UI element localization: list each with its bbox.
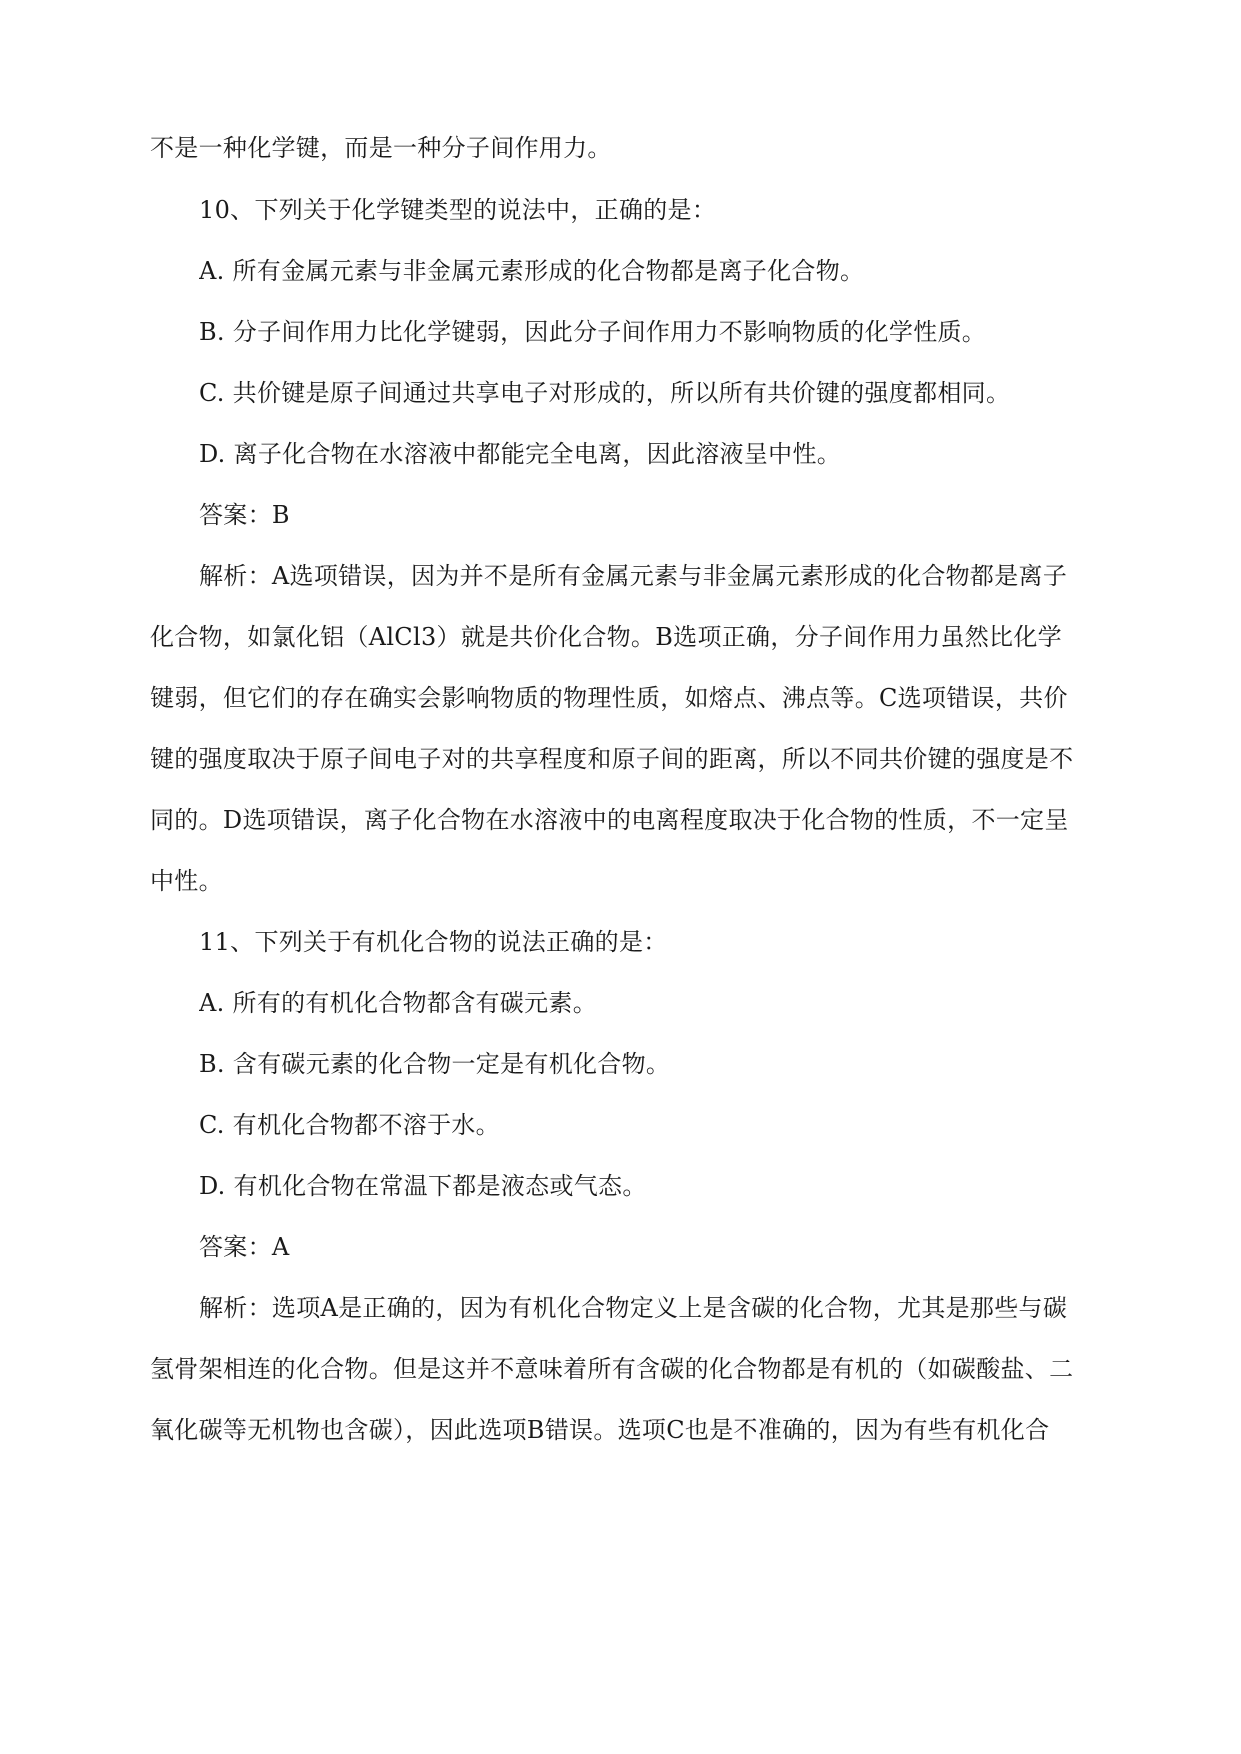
question-11-option-b: B. 含有碳元素的化合物一定是有机化合物。: [199, 1050, 671, 1078]
question-11-option-d: D. 有机化合物在常温下都是液态或气态。: [199, 1172, 647, 1200]
question-10-analysis-line: 中性。: [150, 867, 223, 895]
question-10-option-b: B. 分子间作用力比化学键弱，因此分子间作用力不影响物质的化学性质。: [199, 318, 987, 346]
question-10-analysis-line: 化合物，如氯化铝（AlCl3）就是共价化合物。B选项正确，分子间作用力虽然比化学: [150, 623, 1062, 651]
text-line: 不是一种化学键，而是一种分子间作用力。: [150, 134, 612, 162]
question-11-option-a: A. 所有的有机化合物都含有碳元素。: [199, 989, 597, 1017]
question-10-stem: 10、下列关于化学键类型的说法中，正确的是：: [199, 196, 717, 224]
question-10-analysis-line: 键的强度取决于原子间电子对的共享程度和原子间的距离，所以不同共价键的强度是不: [150, 745, 1074, 773]
question-11-option-c: C. 有机化合物都不溶于水。: [199, 1111, 500, 1139]
question-10-option-a: A. 所有金属元素与非金属元素形成的化合物都是离子化合物。: [199, 257, 865, 285]
question-10-answer: 答案：B: [199, 501, 290, 529]
question-11-answer: 答案：A: [199, 1233, 290, 1261]
question-10-option-d: D. 离子化合物在水溶液中都能完全电离，因此溶液呈中性。: [199, 440, 842, 468]
question-10-analysis: 解析：A选项错误，因为并不是所有金属元素与非金属元素形成的化合物都是离子: [199, 562, 1068, 590]
question-10-analysis-line: 键弱，但它们的存在确实会影响物质的物理性质，如熔点、沸点等。C选项错误，共价: [150, 684, 1068, 712]
question-11-analysis-line: 氧化碳等无机物也含碳），因此选项B错误。选项C也是不准确的，因为有些有机化合: [150, 1416, 1050, 1444]
question-10-option-c: C. 共价键是原子间通过共享电子对形成的，所以所有共价键的强度都相同。: [199, 379, 1011, 407]
question-10-analysis-line: 同的。D选项错误，离子化合物在水溶液中的电离程度取决于化合物的性质，不一定呈: [150, 806, 1069, 834]
question-11-analysis: 解析：选项A是正确的，因为有机化合物定义上是含碳的化合物，尤其是那些与碳: [199, 1294, 1068, 1322]
question-11-stem: 11、下列关于有机化合物的说法正确的是：: [199, 928, 668, 956]
question-11-analysis-line: 氢骨架相连的化合物。但是这并不意味着所有含碳的化合物都是有机的（如碳酸盐、二: [150, 1355, 1074, 1383]
